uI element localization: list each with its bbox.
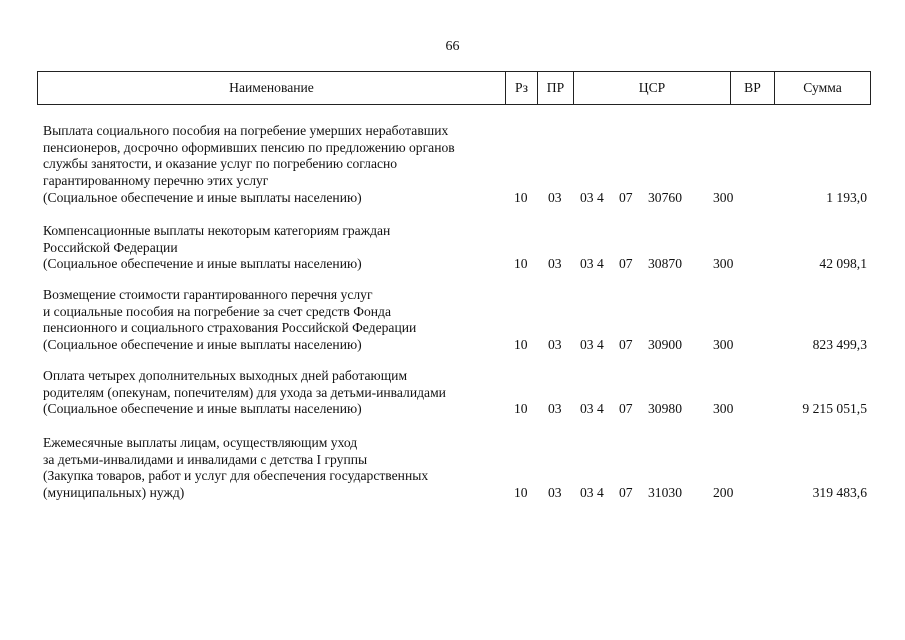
- header-vr: ВР: [744, 80, 761, 95]
- cell-sum: 823 499,3: [812, 337, 867, 353]
- header-name: Наименование: [229, 80, 314, 95]
- cell-rz: 10: [514, 256, 528, 272]
- cell-csr-direction: 30870: [648, 256, 682, 272]
- row-name-line: (Социальное обеспечение и иные выплаты населению): [43, 337, 362, 353]
- cell-vr: 300: [713, 256, 734, 272]
- row-name-line: (муниципальных) нужд): [43, 485, 185, 501]
- cell-csr-subprogram: 07: [619, 189, 633, 205]
- cell-csr-direction: 30980: [648, 401, 682, 417]
- cell-rz: 10: [514, 189, 528, 205]
- cell-sum: 9 215 051,5: [802, 401, 867, 417]
- row-name-line: службы занятости, и оказание услуг по погребению согласно: [43, 156, 398, 172]
- cell-csr-subprogram: 07: [619, 401, 633, 417]
- cell-rz: 10: [514, 485, 528, 501]
- row-name-line: (Социальное обеспечение и иные выплаты населению): [43, 256, 362, 272]
- header-csr: ЦСР: [638, 80, 666, 95]
- cell-rz: 10: [514, 337, 528, 353]
- cell-csr-subprogram: 07: [619, 256, 633, 272]
- cell-csr-direction: 30760: [648, 189, 682, 205]
- row-name: [43, 435, 513, 502]
- row-name: [43, 368, 513, 418]
- cell-csr-direction: 30900: [648, 337, 682, 353]
- row-name: [43, 123, 513, 206]
- row-name-line: Выплата социального пособия на погребение умерших неработавших: [43, 123, 449, 138]
- row-name-line: Ежемесячные выплаты лицам, осуществляющим уход: [43, 435, 358, 450]
- cell-rz: 10: [514, 401, 528, 417]
- row-name-line: Российской Федерации: [43, 239, 178, 255]
- row-name-line: пенсионного и социального страхования Российской Федерации: [43, 320, 417, 336]
- cell-csr-program: 03 4: [580, 189, 604, 205]
- cell-csr-program: 03 4: [580, 256, 604, 272]
- cell-csr-program: 03 4: [580, 337, 604, 353]
- row-name-line: (Социальное обеспечение и иные выплаты населению): [43, 401, 362, 417]
- cell-csr-subprogram: 07: [619, 337, 633, 353]
- cell-pr: 03: [548, 401, 562, 417]
- page-number: 66: [445, 39, 460, 54]
- header-pr: ПР: [546, 80, 565, 95]
- header-sum: Сумма: [803, 80, 842, 95]
- cell-pr: 03: [548, 189, 562, 205]
- row-name-line: Возмещение стоимости гарантированного перечня услуг: [43, 287, 373, 302]
- header-rz: Рз: [515, 80, 528, 95]
- row-name-line: Компенсационные выплаты некоторым категориям граждан: [43, 223, 391, 238]
- row-name-line: за детьми-инвалидами и инвалидами с детства I группы: [43, 451, 368, 467]
- cell-csr-program: 03 4: [580, 485, 604, 501]
- cell-csr-subprogram: 07: [619, 485, 633, 501]
- row-name-line: родителям (опекунам, попечителям) для ухода за детьми-инвалидами: [43, 384, 446, 400]
- cell-sum: 319 483,6: [812, 485, 867, 501]
- row-name: [43, 287, 513, 354]
- cell-csr-program: 03 4: [580, 401, 604, 417]
- row-name-line: гарантированному перечню этих услуг: [43, 173, 269, 189]
- row-name-line: Оплата четырех дополнительных выходных дней работающим: [43, 368, 408, 383]
- row-name-line: (Социальное обеспечение и иные выплаты населению): [43, 189, 362, 205]
- cell-sum: 42 098,1: [819, 256, 867, 272]
- cell-pr: 03: [548, 485, 562, 501]
- cell-pr: 03: [548, 337, 562, 353]
- cell-vr: 300: [713, 337, 734, 353]
- cell-sum: 1 193,0: [826, 189, 867, 205]
- row-name-line: и социальные пособия на погребение за счет средств Фонда: [43, 303, 391, 319]
- cell-vr: 300: [713, 401, 734, 417]
- cell-vr: 200: [713, 485, 734, 501]
- row-name-line: (Закупка товаров, работ и услуг для обеспечения государственных: [43, 468, 429, 484]
- row-name-line: пенсионеров, досрочно оформивших пенсию по предложению органов: [43, 139, 455, 155]
- cell-csr-direction: 31030: [648, 485, 682, 501]
- row-name: [43, 223, 513, 273]
- cell-pr: 03: [548, 256, 562, 272]
- table-header: [37, 71, 871, 105]
- cell-vr: 300: [713, 189, 734, 205]
